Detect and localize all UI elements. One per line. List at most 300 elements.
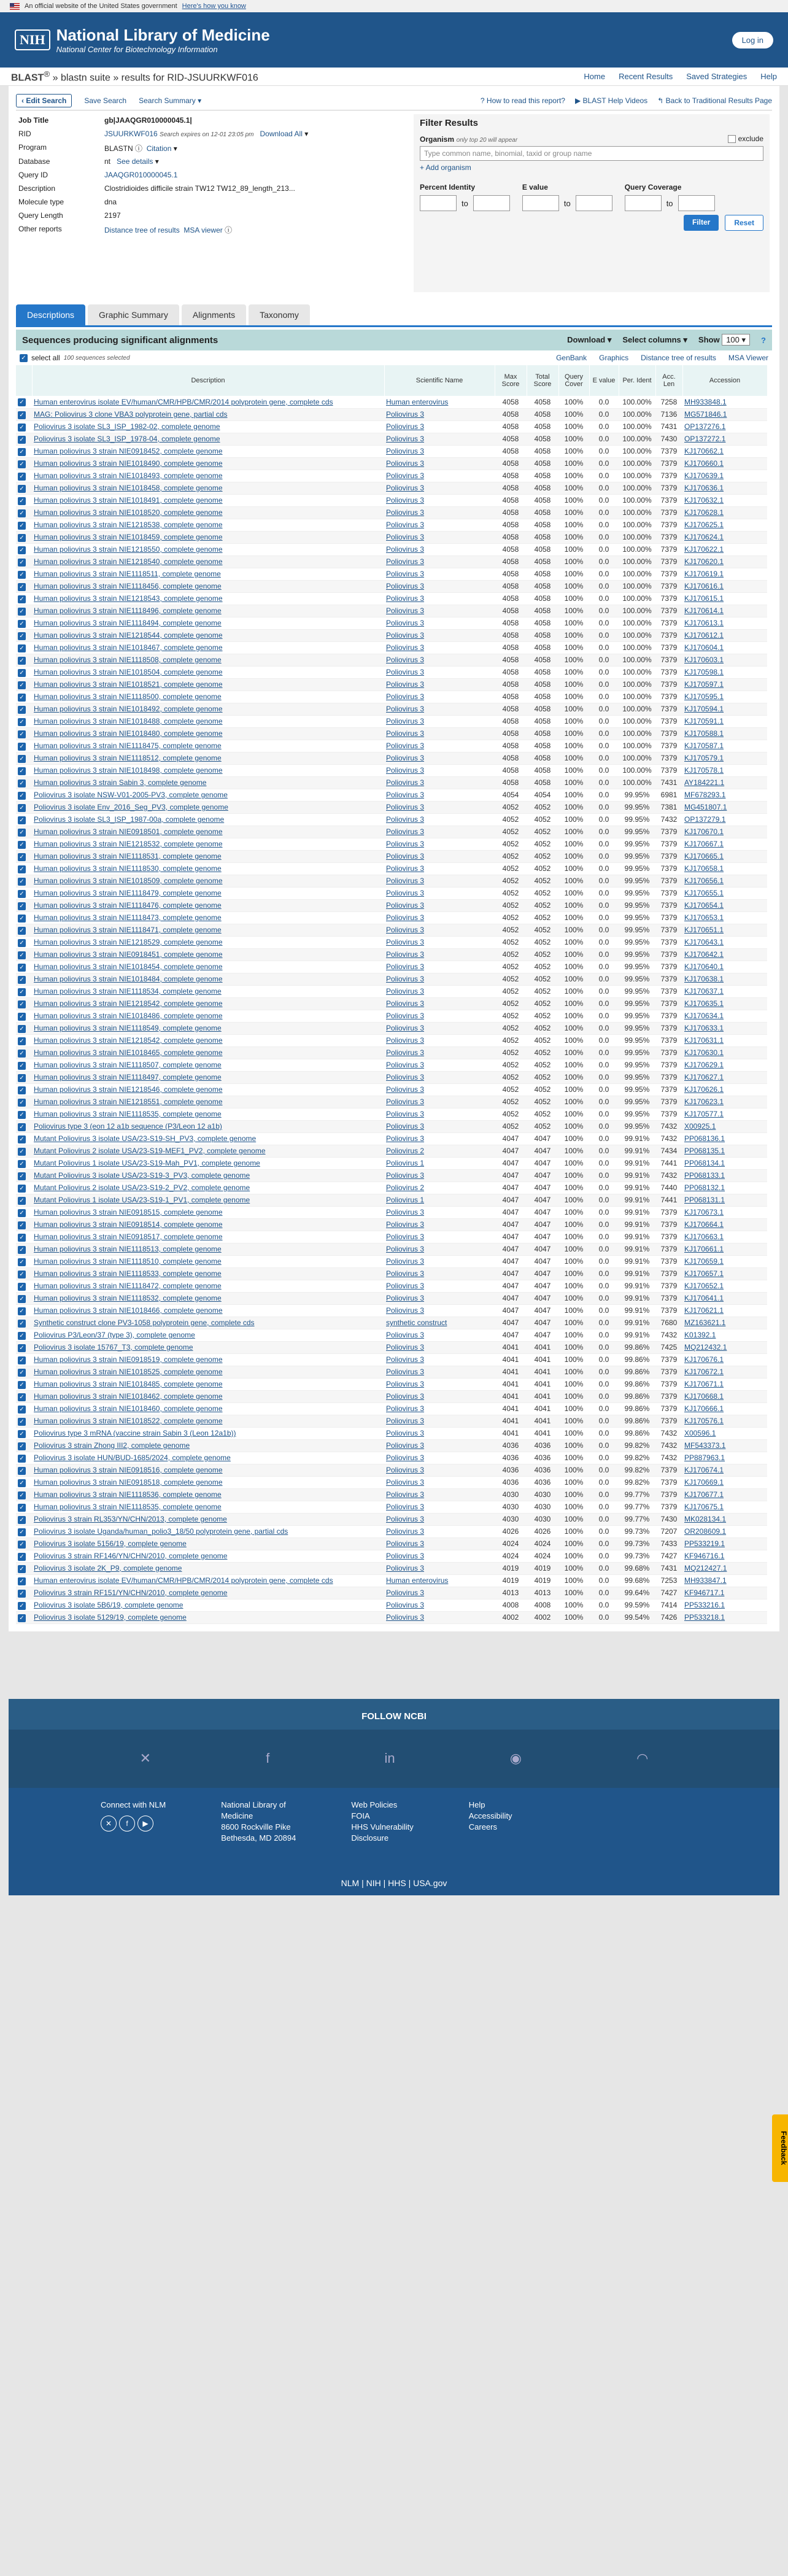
description-cell[interactable]: Human poliovirus 3 strain NIE1018490, complete genome [32, 457, 384, 470]
description-cell[interactable]: Human poliovirus 3 strain NIE0918515, complete genome [32, 1206, 384, 1218]
accession-cell[interactable]: KJ170625.1 [682, 519, 767, 531]
description-cell[interactable]: Human poliovirus 3 strain NIE1118534, complete genome [32, 985, 384, 997]
row-checkbox[interactable]: ✓ [18, 1565, 26, 1573]
scientific-name-cell[interactable]: Poliovirus 3 [384, 690, 495, 703]
evalue-min-input[interactable] [522, 195, 559, 211]
scientific-name-cell[interactable]: Poliovirus 3 [384, 740, 495, 752]
accession-cell[interactable]: PP068131.1 [682, 1194, 767, 1206]
accession-cell[interactable]: KJ170670.1 [682, 826, 767, 838]
row-checkbox[interactable]: ✓ [18, 988, 26, 996]
scientific-name-cell[interactable]: Poliovirus 3 [384, 961, 495, 973]
scientific-name-cell[interactable]: Poliovirus 3 [384, 494, 495, 506]
row-checkbox[interactable]: ✓ [18, 1221, 26, 1229]
scientific-name-cell[interactable]: Poliovirus 3 [384, 899, 495, 911]
accession-cell[interactable]: X00925.1 [682, 1120, 767, 1132]
footer-item[interactable]: Accessibility [468, 1811, 512, 1820]
description-cell[interactable]: Poliovirus 3 isolate Uganda/human_polio3_18/50 polyprotein gene, partial cds [32, 1525, 384, 1537]
scientific-name-cell[interactable]: Poliovirus 3 [384, 985, 495, 997]
accession-cell[interactable]: KJ170620.1 [682, 555, 767, 568]
scientific-name-cell[interactable]: Poliovirus 1 [384, 1157, 495, 1169]
tab-taxonomy[interactable]: Taxonomy [249, 304, 310, 325]
row-checkbox[interactable]: ✓ [18, 1086, 26, 1094]
description-cell[interactable]: Human poliovirus 3 strain NIE1018498, complete genome [32, 764, 384, 776]
row-checkbox[interactable]: ✓ [18, 1148, 26, 1156]
accession-cell[interactable]: KJ170631.1 [682, 1034, 767, 1046]
accession-cell[interactable]: KJ170637.1 [682, 985, 767, 997]
scientific-name-cell[interactable]: Poliovirus 3 [384, 838, 495, 850]
scientific-name-cell[interactable]: Poliovirus 3 [384, 764, 495, 776]
description-cell[interactable]: Human poliovirus 3 strain NIE1018488, complete genome [32, 715, 384, 727]
accession-cell[interactable]: KJ170677.1 [682, 1488, 767, 1501]
footer-item[interactable]: FOIA [351, 1811, 370, 1820]
accession-cell[interactable]: KJ170666.1 [682, 1402, 767, 1415]
description-cell[interactable]: Poliovirus 3 isolate 5B6/19, complete genome [32, 1599, 384, 1611]
scientific-name-cell[interactable]: Poliovirus 3 [384, 1120, 495, 1132]
description-cell[interactable]: Human poliovirus 3 strain NIE0918452, complete genome [32, 445, 384, 457]
accession-cell[interactable]: KJ170632.1 [682, 494, 767, 506]
accession-cell[interactable]: KJ170676.1 [682, 1353, 767, 1366]
scientific-name-cell[interactable]: Poliovirus 3 [384, 1488, 495, 1501]
description-cell[interactable]: Poliovirus 3 strain Zhong III2, complete genome [32, 1439, 384, 1452]
row-checkbox[interactable]: ✓ [18, 1050, 26, 1058]
scientific-name-cell[interactable]: Poliovirus 3 [384, 1587, 495, 1599]
description-cell[interactable]: Human poliovirus 3 strain NIE1018467, complete genome [32, 641, 384, 654]
row-checkbox[interactable]: ✓ [18, 902, 26, 910]
scientific-name-cell[interactable]: Poliovirus 3 [384, 1059, 495, 1071]
accession-cell[interactable]: KJ170662.1 [682, 445, 767, 457]
row-checkbox[interactable]: ✓ [18, 1455, 26, 1463]
row-checkbox[interactable]: ✓ [18, 1393, 26, 1401]
scientific-name-cell[interactable]: Poliovirus 3 [384, 617, 495, 629]
row-checkbox[interactable]: ✓ [18, 1320, 26, 1328]
description-cell[interactable]: Human poliovirus 3 strain NIE1118476, complete genome [32, 899, 384, 911]
login-button[interactable]: Log in [732, 32, 773, 48]
scientific-name-cell[interactable]: Poliovirus 3 [384, 1022, 495, 1034]
description-cell[interactable]: Human poliovirus 3 strain NIE1118473, complete genome [32, 911, 384, 924]
description-cell[interactable]: Human poliovirus 3 strain NIE1218550, complete genome [32, 543, 384, 555]
accession-cell[interactable]: PP068132.1 [682, 1182, 767, 1194]
scientific-name-cell[interactable]: Poliovirus 3 [384, 1304, 495, 1317]
row-checkbox[interactable]: ✓ [18, 915, 26, 922]
row-checkbox[interactable]: ✓ [18, 1099, 26, 1107]
scientific-name-cell[interactable]: Poliovirus 3 [384, 433, 495, 445]
accession-cell[interactable]: X00596.1 [682, 1427, 767, 1439]
row-checkbox[interactable]: ✓ [18, 571, 26, 579]
description-cell[interactable]: Human poliovirus 3 strain NIE1118536, complete genome [32, 1488, 384, 1501]
description-cell[interactable]: Human poliovirus 3 strain NIE1218546, complete genome [32, 1083, 384, 1096]
row-checkbox[interactable]: ✓ [18, 1332, 26, 1340]
query-id-link[interactable]: JAAQGR010000045.1 [104, 171, 178, 179]
description-cell[interactable]: Human poliovirus 3 strain NIE1018525, complete genome [32, 1366, 384, 1378]
row-checkbox[interactable]: ✓ [18, 730, 26, 738]
description-cell[interactable]: Human poliovirus 3 strain NIE1118510, complete genome [32, 1255, 384, 1267]
accession-cell[interactable]: KJ170613.1 [682, 617, 767, 629]
scientific-name-cell[interactable]: Poliovirus 3 [384, 1255, 495, 1267]
row-checkbox[interactable]: ✓ [18, 1111, 26, 1119]
help-icon[interactable]: ? [761, 335, 766, 345]
row-checkbox[interactable]: ✓ [18, 1123, 26, 1131]
scientific-name-cell[interactable]: Poliovirus 3 [384, 1206, 495, 1218]
scientific-name-cell[interactable]: Poliovirus 3 [384, 752, 495, 764]
scientific-name-cell[interactable]: Poliovirus 3 [384, 1427, 495, 1439]
row-checkbox[interactable]: ✓ [18, 1209, 26, 1217]
scientific-name-cell[interactable]: Poliovirus 3 [384, 1329, 495, 1341]
accession-cell[interactable]: KJ170635.1 [682, 997, 767, 1010]
row-checkbox[interactable]: ✓ [18, 1074, 26, 1082]
accession-cell[interactable]: KJ170595.1 [682, 690, 767, 703]
scientific-name-cell[interactable]: Poliovirus 3 [384, 1550, 495, 1562]
twitter-icon[interactable]: ✕ [101, 1816, 117, 1831]
accession-cell[interactable]: KF946717.1 [682, 1587, 767, 1599]
description-cell[interactable]: Human poliovirus 3 strain NIE1018462, complete genome [32, 1390, 384, 1402]
scientific-name-cell[interactable]: Poliovirus 3 [384, 555, 495, 568]
accession-cell[interactable]: KJ170655.1 [682, 887, 767, 899]
accession-cell[interactable]: KJ170638.1 [682, 973, 767, 985]
description-cell[interactable]: Human poliovirus 3 strain NIE1018465, complete genome [32, 1046, 384, 1059]
accession-cell[interactable]: KJ170579.1 [682, 752, 767, 764]
row-checkbox[interactable]: ✓ [18, 669, 26, 677]
accession-cell[interactable]: KJ170597.1 [682, 678, 767, 690]
description-cell[interactable]: Human poliovirus 3 strain NIE1218543, complete genome [32, 592, 384, 605]
row-checkbox[interactable]: ✓ [18, 890, 26, 898]
scientific-name-cell[interactable]: Poliovirus 3 [384, 1243, 495, 1255]
accession-cell[interactable]: KJ170604.1 [682, 641, 767, 654]
row-checkbox[interactable]: ✓ [18, 841, 26, 849]
description-cell[interactable]: Poliovirus 3 isolate HUN/BUD-1685/2024, complete genome [32, 1452, 384, 1464]
description-cell[interactable]: Poliovirus P3/Leon/37 (type 3), complete genome [32, 1329, 384, 1341]
accession-cell[interactable]: KJ170624.1 [682, 531, 767, 543]
description-cell[interactable]: Human poliovirus 3 strain NIE1218542, complete genome [32, 997, 384, 1010]
accession-cell[interactable]: KJ170663.1 [682, 1231, 767, 1243]
description-cell[interactable]: Human poliovirus 3 strain NIE1018458, complete genome [32, 482, 384, 494]
accession-cell[interactable]: PP068135.1 [682, 1145, 767, 1157]
row-checkbox[interactable]: ✓ [18, 509, 26, 517]
organism-input[interactable]: Type common name, binomial, taxid or group name [420, 146, 763, 161]
scientific-name-cell[interactable]: Poliovirus 3 [384, 1108, 495, 1120]
scientific-name-cell[interactable]: Poliovirus 3 [384, 1341, 495, 1353]
row-checkbox[interactable]: ✓ [18, 485, 26, 493]
accession-cell[interactable]: KJ170660.1 [682, 457, 767, 470]
description-cell[interactable]: Human poliovirus 3 strain NIE1118512, complete genome [32, 752, 384, 764]
filter-button[interactable]: Filter [684, 215, 719, 231]
row-checkbox[interactable]: ✓ [18, 534, 26, 542]
msa-viewer-link[interactable]: MSA viewer [183, 226, 223, 234]
row-checkbox[interactable]: ✓ [18, 1442, 26, 1450]
tab-graphic-summary[interactable]: Graphic Summary [88, 304, 179, 325]
accession-cell[interactable]: KJ170639.1 [682, 470, 767, 482]
row-checkbox[interactable]: ✓ [18, 1246, 26, 1254]
scientific-name-cell[interactable]: Poliovirus 3 [384, 1169, 495, 1182]
accession-cell[interactable]: KJ170665.1 [682, 850, 767, 862]
accession-cell[interactable]: KJ170633.1 [682, 1022, 767, 1034]
scientific-name-cell[interactable]: Poliovirus 3 [384, 973, 495, 985]
scientific-name-cell[interactable]: Poliovirus 3 [384, 727, 495, 740]
row-checkbox[interactable]: ✓ [18, 1418, 26, 1426]
description-cell[interactable]: Human poliovirus 3 strain NIE1018454, complete genome [32, 961, 384, 973]
accession-cell[interactable]: KJ170603.1 [682, 654, 767, 666]
row-checkbox[interactable]: ✓ [18, 865, 26, 873]
accession-cell[interactable]: KJ170591.1 [682, 715, 767, 727]
accession-cell[interactable]: OP137272.1 [682, 433, 767, 445]
description-cell[interactable]: Mutant Poliovirus 3 isolate USA/23-S19-SH_PV3, complete genome [32, 1132, 384, 1145]
scientific-name-cell[interactable]: Poliovirus 3 [384, 1525, 495, 1537]
description-cell[interactable]: Poliovirus 3 isolate SL3_ISP_1987-00a, complete genome [32, 813, 384, 826]
select-all-checkbox[interactable]: ✓ [20, 354, 28, 362]
accession-cell[interactable]: AY184221.1 [682, 776, 767, 789]
description-cell[interactable]: Poliovirus 3 strain RF146/YN/CHN/2010, complete genome [32, 1550, 384, 1562]
footer-item[interactable]: Careers [468, 1822, 498, 1831]
scientific-name-cell[interactable]: Poliovirus 3 [384, 1415, 495, 1427]
row-checkbox[interactable]: ✓ [18, 595, 26, 603]
row-checkbox[interactable]: ✓ [18, 743, 26, 751]
scientific-name-cell[interactable]: Poliovirus 3 [384, 1599, 495, 1611]
citation-link[interactable]: Citation [146, 144, 172, 153]
row-checkbox[interactable]: ✓ [18, 1160, 26, 1168]
row-checkbox[interactable]: ✓ [18, 546, 26, 554]
accession-cell[interactable]: MQ212432.1 [682, 1341, 767, 1353]
scientific-name-cell[interactable]: Poliovirus 3 [384, 1046, 495, 1059]
accession-cell[interactable]: MH933847.1 [682, 1574, 767, 1587]
description-cell[interactable]: Human poliovirus 3 strain NIE1018466, complete genome [32, 1304, 384, 1317]
accession-cell[interactable]: KJ170622.1 [682, 543, 767, 555]
accession-cell[interactable]: KJ170656.1 [682, 875, 767, 887]
accession-cell[interactable]: OP137276.1 [682, 420, 767, 433]
description-cell[interactable]: Poliovirus 3 isolate NSW-V01-2005-PV3, complete genome [32, 789, 384, 801]
tab-descriptions[interactable]: Descriptions [16, 304, 85, 325]
footer-item[interactable]: Web Policies [351, 1800, 398, 1809]
column-header[interactable]: Query Cover [558, 365, 589, 396]
row-checkbox[interactable]: ✓ [18, 1491, 26, 1499]
accession-cell[interactable]: KJ170630.1 [682, 1046, 767, 1059]
linkedin-icon[interactable]: in [384, 1750, 395, 1766]
accession-cell[interactable]: KJ170614.1 [682, 605, 767, 617]
description-cell[interactable]: Human poliovirus 3 strain NIE1118479, complete genome [32, 887, 384, 899]
exclude-checkbox[interactable] [728, 135, 736, 143]
row-checkbox[interactable]: ✓ [18, 657, 26, 665]
row-checkbox[interactable]: ✓ [18, 1553, 26, 1561]
scientific-name-cell[interactable]: Poliovirus 2 [384, 1182, 495, 1194]
row-checkbox[interactable]: ✓ [18, 1614, 26, 1622]
description-cell[interactable]: Human poliovirus 3 strain NIE1018492, complete genome [32, 703, 384, 715]
pid-max-input[interactable] [473, 195, 510, 211]
accession-cell[interactable]: KJ170642.1 [682, 948, 767, 961]
accession-cell[interactable]: KJ170653.1 [682, 911, 767, 924]
scientific-name-cell[interactable]: Poliovirus 2 [384, 1145, 495, 1157]
accession-cell[interactable]: MG571846.1 [682, 408, 767, 420]
row-checkbox[interactable]: ✓ [18, 1479, 26, 1487]
description-cell[interactable]: Human enterovirus isolate EV/human/CMR/HPB/CMR/2014 polyprotein gene, complete cds [32, 396, 384, 408]
accession-cell[interactable]: PP533218.1 [682, 1611, 767, 1623]
accession-cell[interactable]: KJ170671.1 [682, 1378, 767, 1390]
accession-cell[interactable]: MZ163621.1 [682, 1317, 767, 1329]
description-cell[interactable]: Human poliovirus 3 strain NIE1118535, complete genome [32, 1501, 384, 1513]
accession-cell[interactable]: PP068133.1 [682, 1169, 767, 1182]
scientific-name-cell[interactable]: Poliovirus 3 [384, 1083, 495, 1096]
row-checkbox[interactable]: ✓ [18, 1295, 26, 1303]
scientific-name-cell[interactable]: Poliovirus 3 [384, 1218, 495, 1231]
row-checkbox[interactable]: ✓ [18, 927, 26, 935]
genbank-link[interactable]: GenBank [556, 354, 587, 362]
row-checkbox[interactable]: ✓ [18, 964, 26, 972]
description-cell[interactable]: Human poliovirus 3 strain NIE1118500, complete genome [32, 690, 384, 703]
description-cell[interactable]: Human enterovirus isolate EV/human/CMR/HPB/CMR/2014 polyprotein gene, complete cds [32, 1574, 384, 1587]
description-cell[interactable]: Human poliovirus 3 strain NIE1118535, complete genome [32, 1108, 384, 1120]
scientific-name-cell[interactable]: Poliovirus 3 [384, 1378, 495, 1390]
scientific-name-cell[interactable]: Poliovirus 3 [384, 1280, 495, 1292]
scientific-name-cell[interactable]: Poliovirus 3 [384, 801, 495, 813]
description-cell[interactable]: Human poliovirus 3 strain NIE1218532, complete genome [32, 838, 384, 850]
accession-cell[interactable]: MQ212427.1 [682, 1562, 767, 1574]
row-checkbox[interactable]: ✓ [18, 951, 26, 959]
row-checkbox[interactable]: ✓ [18, 706, 26, 714]
accession-cell[interactable]: KJ170588.1 [682, 727, 767, 740]
accession-cell[interactable]: KJ170619.1 [682, 568, 767, 580]
accession-cell[interactable]: PP068134.1 [682, 1157, 767, 1169]
scientific-name-cell[interactable]: Poliovirus 3 [384, 1034, 495, 1046]
description-cell[interactable]: Human poliovirus 3 strain NIE0918518, complete genome [32, 1476, 384, 1488]
scientific-name-cell[interactable]: Poliovirus 1 [384, 1194, 495, 1206]
add-organism-link[interactable]: + Add organism [420, 163, 471, 172]
facebook-icon[interactable]: f [119, 1816, 135, 1831]
accession-cell[interactable]: KJ170661.1 [682, 1243, 767, 1255]
scientific-name-cell[interactable]: Poliovirus 3 [384, 641, 495, 654]
description-cell[interactable]: Human poliovirus 3 strain NIE1118475, complete genome [32, 740, 384, 752]
description-cell[interactable]: Poliovirus 3 isolate Env_2016_Seg_PV3, complete genome [32, 801, 384, 813]
twitter-icon[interactable]: ✕ [139, 1750, 152, 1766]
row-checkbox[interactable]: ✓ [18, 1000, 26, 1008]
row-checkbox[interactable]: ✓ [18, 398, 26, 406]
accession-cell[interactable]: KJ170658.1 [682, 862, 767, 875]
scientific-name-cell[interactable]: Poliovirus 3 [384, 776, 495, 789]
row-checkbox[interactable]: ✓ [18, 1172, 26, 1180]
description-cell[interactable]: Human poliovirus 3 strain NIE1218529, complete genome [32, 936, 384, 948]
footer-item[interactable]: Disclosure [351, 1833, 389, 1843]
description-cell[interactable]: Poliovirus 3 isolate SL3_ISP_1982-02, complete genome [32, 420, 384, 433]
row-checkbox[interactable]: ✓ [18, 1504, 26, 1512]
description-cell[interactable]: Human poliovirus 3 strain NIE0918517, complete genome [32, 1231, 384, 1243]
row-checkbox[interactable]: ✓ [18, 497, 26, 505]
scientific-name-cell[interactable]: Poliovirus 3 [384, 1537, 495, 1550]
description-cell[interactable]: Human poliovirus 3 strain NIE1118532, complete genome [32, 1292, 384, 1304]
description-cell[interactable]: Human poliovirus 3 strain NIE0918501, complete genome [32, 826, 384, 838]
scientific-name-cell[interactable]: Poliovirus 3 [384, 1562, 495, 1574]
gov-banner-link[interactable]: Here's how you know [182, 2, 246, 10]
row-checkbox[interactable]: ✓ [18, 804, 26, 812]
scientific-name-cell[interactable]: Poliovirus 3 [384, 715, 495, 727]
row-checkbox[interactable]: ✓ [18, 767, 26, 775]
scientific-name-cell[interactable]: Poliovirus 3 [384, 1366, 495, 1378]
row-checkbox[interactable]: ✓ [18, 976, 26, 984]
scientific-name-cell[interactable]: Poliovirus 3 [384, 506, 495, 519]
accession-cell[interactable]: KJ170634.1 [682, 1010, 767, 1022]
scientific-name-cell[interactable]: Poliovirus 3 [384, 948, 495, 961]
description-cell[interactable]: Poliovirus type 3 mRNA (vaccine strain Sabin 3 (Leon 12a1b)) [32, 1427, 384, 1439]
row-checkbox[interactable]: ✓ [18, 1037, 26, 1045]
row-checkbox[interactable]: ✓ [18, 939, 26, 947]
accession-cell[interactable]: KJ170654.1 [682, 899, 767, 911]
description-cell[interactable]: Mutant Poliovirus 1 isolate USA/23-S19-Mah_PV1, complete genome [32, 1157, 384, 1169]
scientific-name-cell[interactable]: Poliovirus 3 [384, 875, 495, 887]
row-checkbox[interactable]: ✓ [18, 632, 26, 640]
save-search-link[interactable]: Save Search [84, 96, 127, 105]
row-checkbox[interactable]: ✓ [18, 1307, 26, 1315]
row-checkbox[interactable]: ✓ [18, 436, 26, 444]
description-cell[interactable]: Human poliovirus 3 strain NIE1118533, complete genome [32, 1267, 384, 1280]
column-header[interactable]: Description [32, 365, 384, 396]
scientific-name-cell[interactable]: Poliovirus 3 [384, 445, 495, 457]
row-checkbox[interactable]: ✓ [18, 792, 26, 800]
description-cell[interactable]: Human poliovirus 3 strain NIE1018484, complete genome [32, 973, 384, 985]
scientific-name-cell[interactable]: Poliovirus 3 [384, 666, 495, 678]
description-cell[interactable]: Human poliovirus 3 strain NIE1118496, complete genome [32, 605, 384, 617]
scientific-name-cell[interactable]: Poliovirus 3 [384, 826, 495, 838]
description-cell[interactable]: Human poliovirus 3 strain NIE1118456, complete genome [32, 580, 384, 592]
accession-cell[interactable]: KJ170623.1 [682, 1096, 767, 1108]
scientific-name-cell[interactable]: Poliovirus 3 [384, 470, 495, 482]
description-cell[interactable]: Human poliovirus 3 strain NIE1218540, complete genome [32, 555, 384, 568]
accession-cell[interactable]: KJ170578.1 [682, 764, 767, 776]
scientific-name-cell[interactable]: Poliovirus 3 [384, 568, 495, 580]
footer-links[interactable]: NLM | NIH | HHS | USA.gov [341, 1878, 447, 1888]
accession-cell[interactable]: KJ170643.1 [682, 936, 767, 948]
scientific-name-cell[interactable]: Poliovirus 3 [384, 1390, 495, 1402]
nav-home[interactable]: Home [584, 72, 606, 81]
description-cell[interactable]: Human poliovirus 3 strain NIE1118494, complete genome [32, 617, 384, 629]
description-cell[interactable]: Human poliovirus 3 strain NIE1218542, complete genome [32, 1034, 384, 1046]
scientific-name-cell[interactable]: Poliovirus 3 [384, 1071, 495, 1083]
row-checkbox[interactable]: ✓ [18, 448, 26, 456]
row-checkbox[interactable]: ✓ [18, 411, 26, 419]
scientific-name-cell[interactable]: Poliovirus 3 [384, 1611, 495, 1623]
description-cell[interactable]: Mutant Poliovirus 3 isolate USA/23-S19-3_PV3, complete genome [32, 1169, 384, 1182]
footer-item[interactable]: HHS Vulnerability [351, 1822, 414, 1831]
row-checkbox[interactable]: ✓ [18, 681, 26, 689]
youtube-icon[interactable]: ▶ [137, 1816, 153, 1831]
accession-cell[interactable]: K01392.1 [682, 1329, 767, 1341]
row-checkbox[interactable]: ✓ [18, 473, 26, 481]
description-cell[interactable]: Poliovirus 3 isolate 5156/19, complete genome [32, 1537, 384, 1550]
scientific-name-cell[interactable]: Poliovirus 3 [384, 924, 495, 936]
accession-cell[interactable]: KJ170636.1 [682, 482, 767, 494]
scientific-name-cell[interactable]: Poliovirus 3 [384, 813, 495, 826]
scientific-name-cell[interactable]: Poliovirus 3 [384, 936, 495, 948]
accession-cell[interactable]: KJ170673.1 [682, 1206, 767, 1218]
row-checkbox[interactable]: ✓ [18, 755, 26, 763]
description-cell[interactable]: Poliovirus 3 strain RL353/YN/CHN/2013, complete genome [32, 1513, 384, 1525]
accession-cell[interactable]: OR208609.1 [682, 1525, 767, 1537]
description-cell[interactable]: Human poliovirus 3 strain NIE1118497, complete genome [32, 1071, 384, 1083]
scientific-name-cell[interactable]: Poliovirus 3 [384, 1513, 495, 1525]
scientific-name-cell[interactable]: Poliovirus 3 [384, 519, 495, 531]
row-checkbox[interactable]: ✓ [18, 1185, 26, 1193]
distance-tree-link[interactable]: Distance tree of results [104, 226, 180, 234]
row-checkbox[interactable]: ✓ [18, 1344, 26, 1352]
description-cell[interactable]: Human poliovirus 3 strain NIE1018491, complete genome [32, 494, 384, 506]
accession-cell[interactable]: KJ170576.1 [682, 1415, 767, 1427]
row-checkbox[interactable]: ✓ [18, 853, 26, 861]
description-cell[interactable]: Human poliovirus 3 strain NIE0918514, complete genome [32, 1218, 384, 1231]
row-checkbox[interactable]: ✓ [18, 1430, 26, 1438]
see-details-link[interactable]: See details [117, 157, 153, 166]
facebook-icon[interactable]: f [266, 1750, 270, 1766]
column-header[interactable]: Acc. Len [655, 365, 682, 396]
description-cell[interactable]: Human poliovirus 3 strain NIE1118472, complete genome [32, 1280, 384, 1292]
reset-button[interactable]: Reset [725, 215, 763, 231]
scientific-name-cell[interactable]: Poliovirus 3 [384, 1231, 495, 1243]
scientific-name-cell[interactable]: Poliovirus 3 [384, 1010, 495, 1022]
download-dropdown[interactable]: Download ▾ [567, 335, 612, 344]
row-checkbox[interactable]: ✓ [18, 1283, 26, 1291]
